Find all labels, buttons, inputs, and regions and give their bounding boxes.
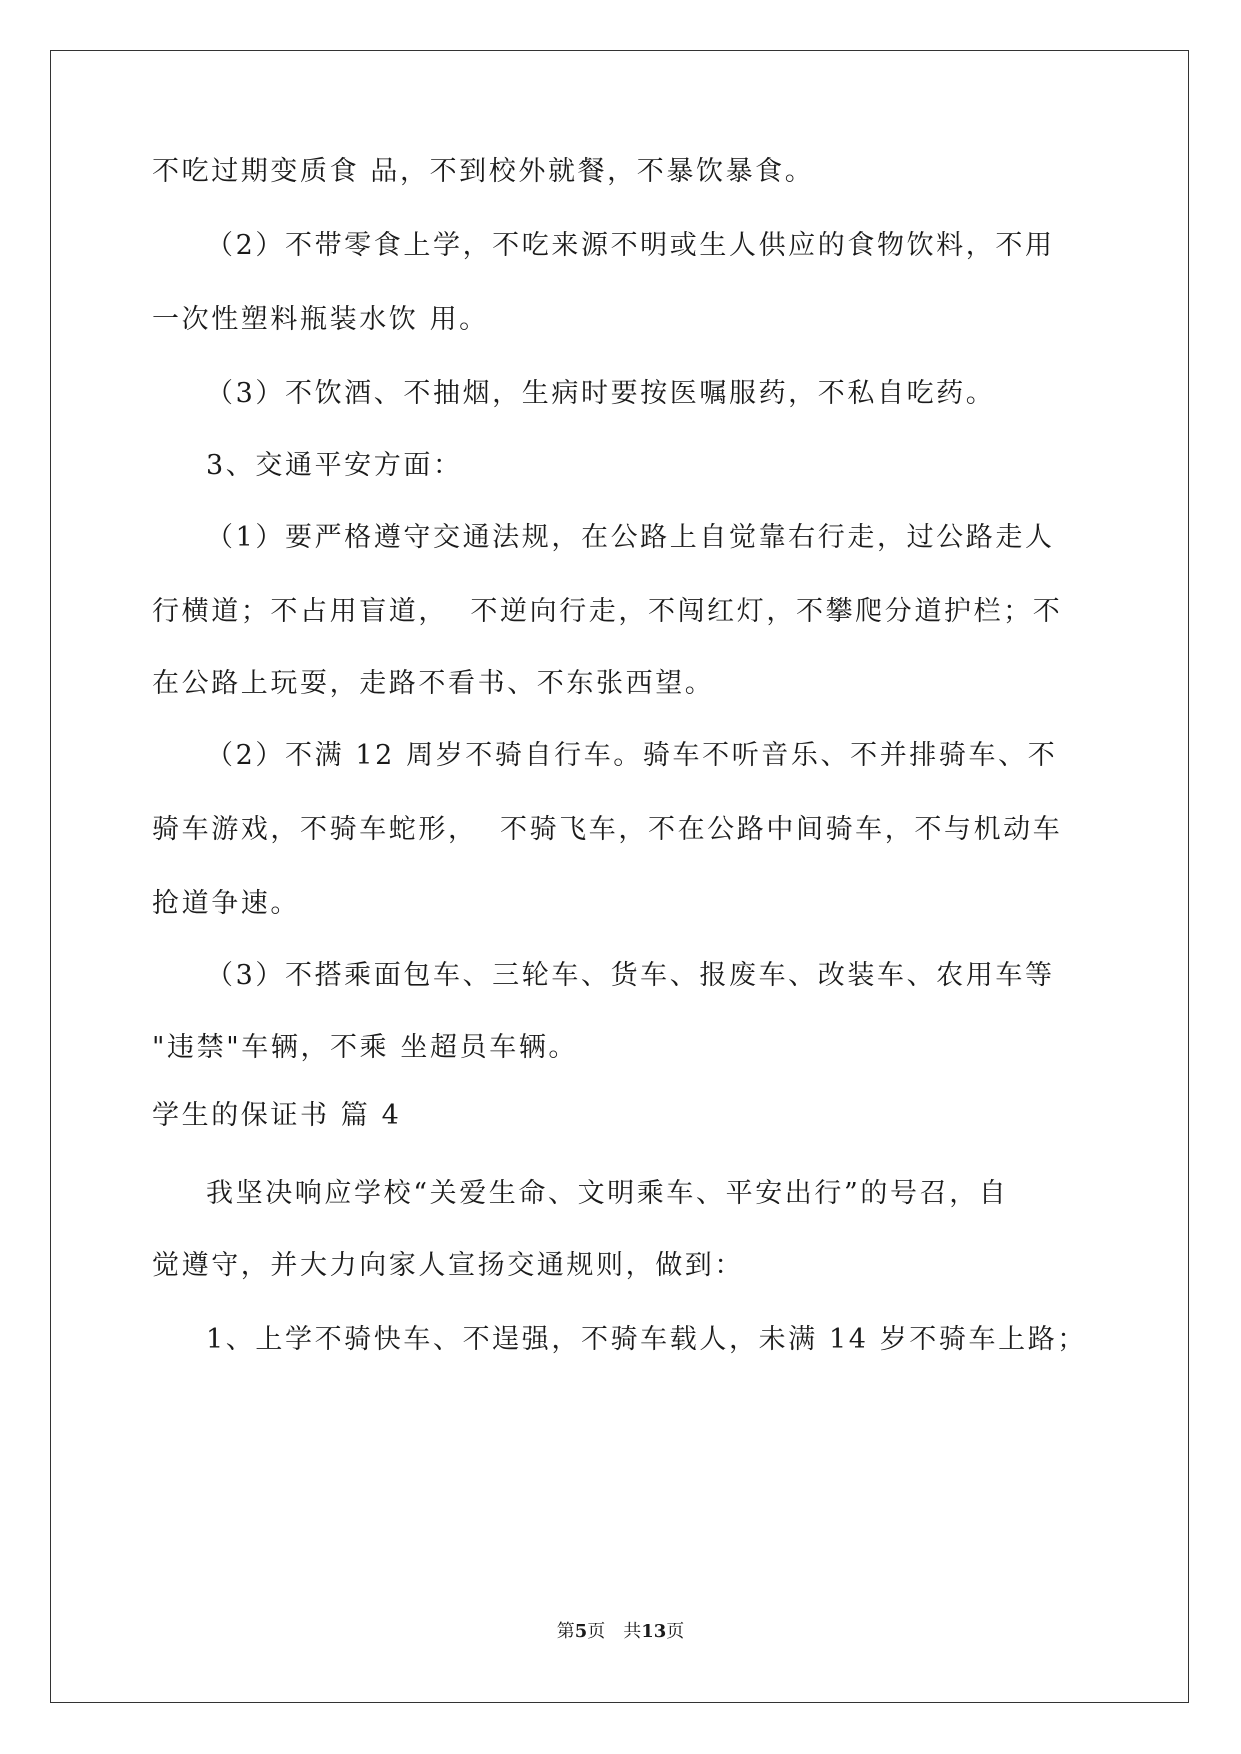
body-text-line: 骑车游戏，不骑车蛇形， 不骑飞车，不在公路中间骑车，不与机动车: [152, 814, 1063, 845]
page-footer: [0, 1620, 1241, 1644]
body-text-line: 觉遵守，并大力向家人宣扬交通规则，做到：: [152, 1250, 744, 1281]
page-total: 13: [641, 1621, 667, 1642]
section-heading: 3、交通平安方面：: [206, 450, 463, 481]
body-text-line: 不吃过期变质食 品，不到校外就餐，不暴饮暴食。: [152, 156, 815, 187]
body-text-line: （2）不满 12 周岁不骑自行车。骑车不听音乐、不并排骑车、不: [206, 740, 1058, 771]
body-text-line: 一次性塑料瓶装水饮 用。: [152, 304, 489, 335]
body-text-line: 1、上学不骑快车、不逞强，不骑车载人，未满 14 岁不骑车上路；: [206, 1324, 1087, 1355]
body-text-line: 抢道争速。: [152, 888, 300, 919]
body-text-line: （3）不搭乘面包车、三轮车、货车、报废车、改装车、农用车等: [206, 960, 1055, 991]
body-text-line: 行横道；不占用盲道， 不逆向行走，不闯红灯，不攀爬分道护栏；不: [152, 596, 1063, 627]
body-text-line: （2）不带零食上学，不吃来源不明或生人供应的食物饮料，不用: [206, 230, 1055, 261]
page-suffix: 页: [666, 1621, 685, 1642]
body-text-line: （3）不饮酒、不抽烟，生病时要按医嘱服药，不私自吃药。: [206, 378, 996, 409]
section-title: 学生的保证书 篇 4: [152, 1100, 402, 1131]
body-text-line: 在公路上玩耍，走路不看书、不东张西望。: [152, 668, 715, 699]
page-prefix: 第: [556, 1621, 575, 1642]
body-text-line: （1）要严格遵守交通法规，在公路上自觉靠右行走，过公路走人: [206, 522, 1055, 553]
page-border: [50, 50, 1189, 1703]
body-text-line: "违禁"车辆，不乘 坐超员车辆。: [152, 1032, 579, 1063]
page-current: 5: [574, 1621, 588, 1642]
body-text-line: 我坚决响应学校“关爱生命、文明乘车、平安出行”的号召，自: [206, 1178, 1009, 1209]
page-mid: 页 共: [587, 1621, 642, 1642]
